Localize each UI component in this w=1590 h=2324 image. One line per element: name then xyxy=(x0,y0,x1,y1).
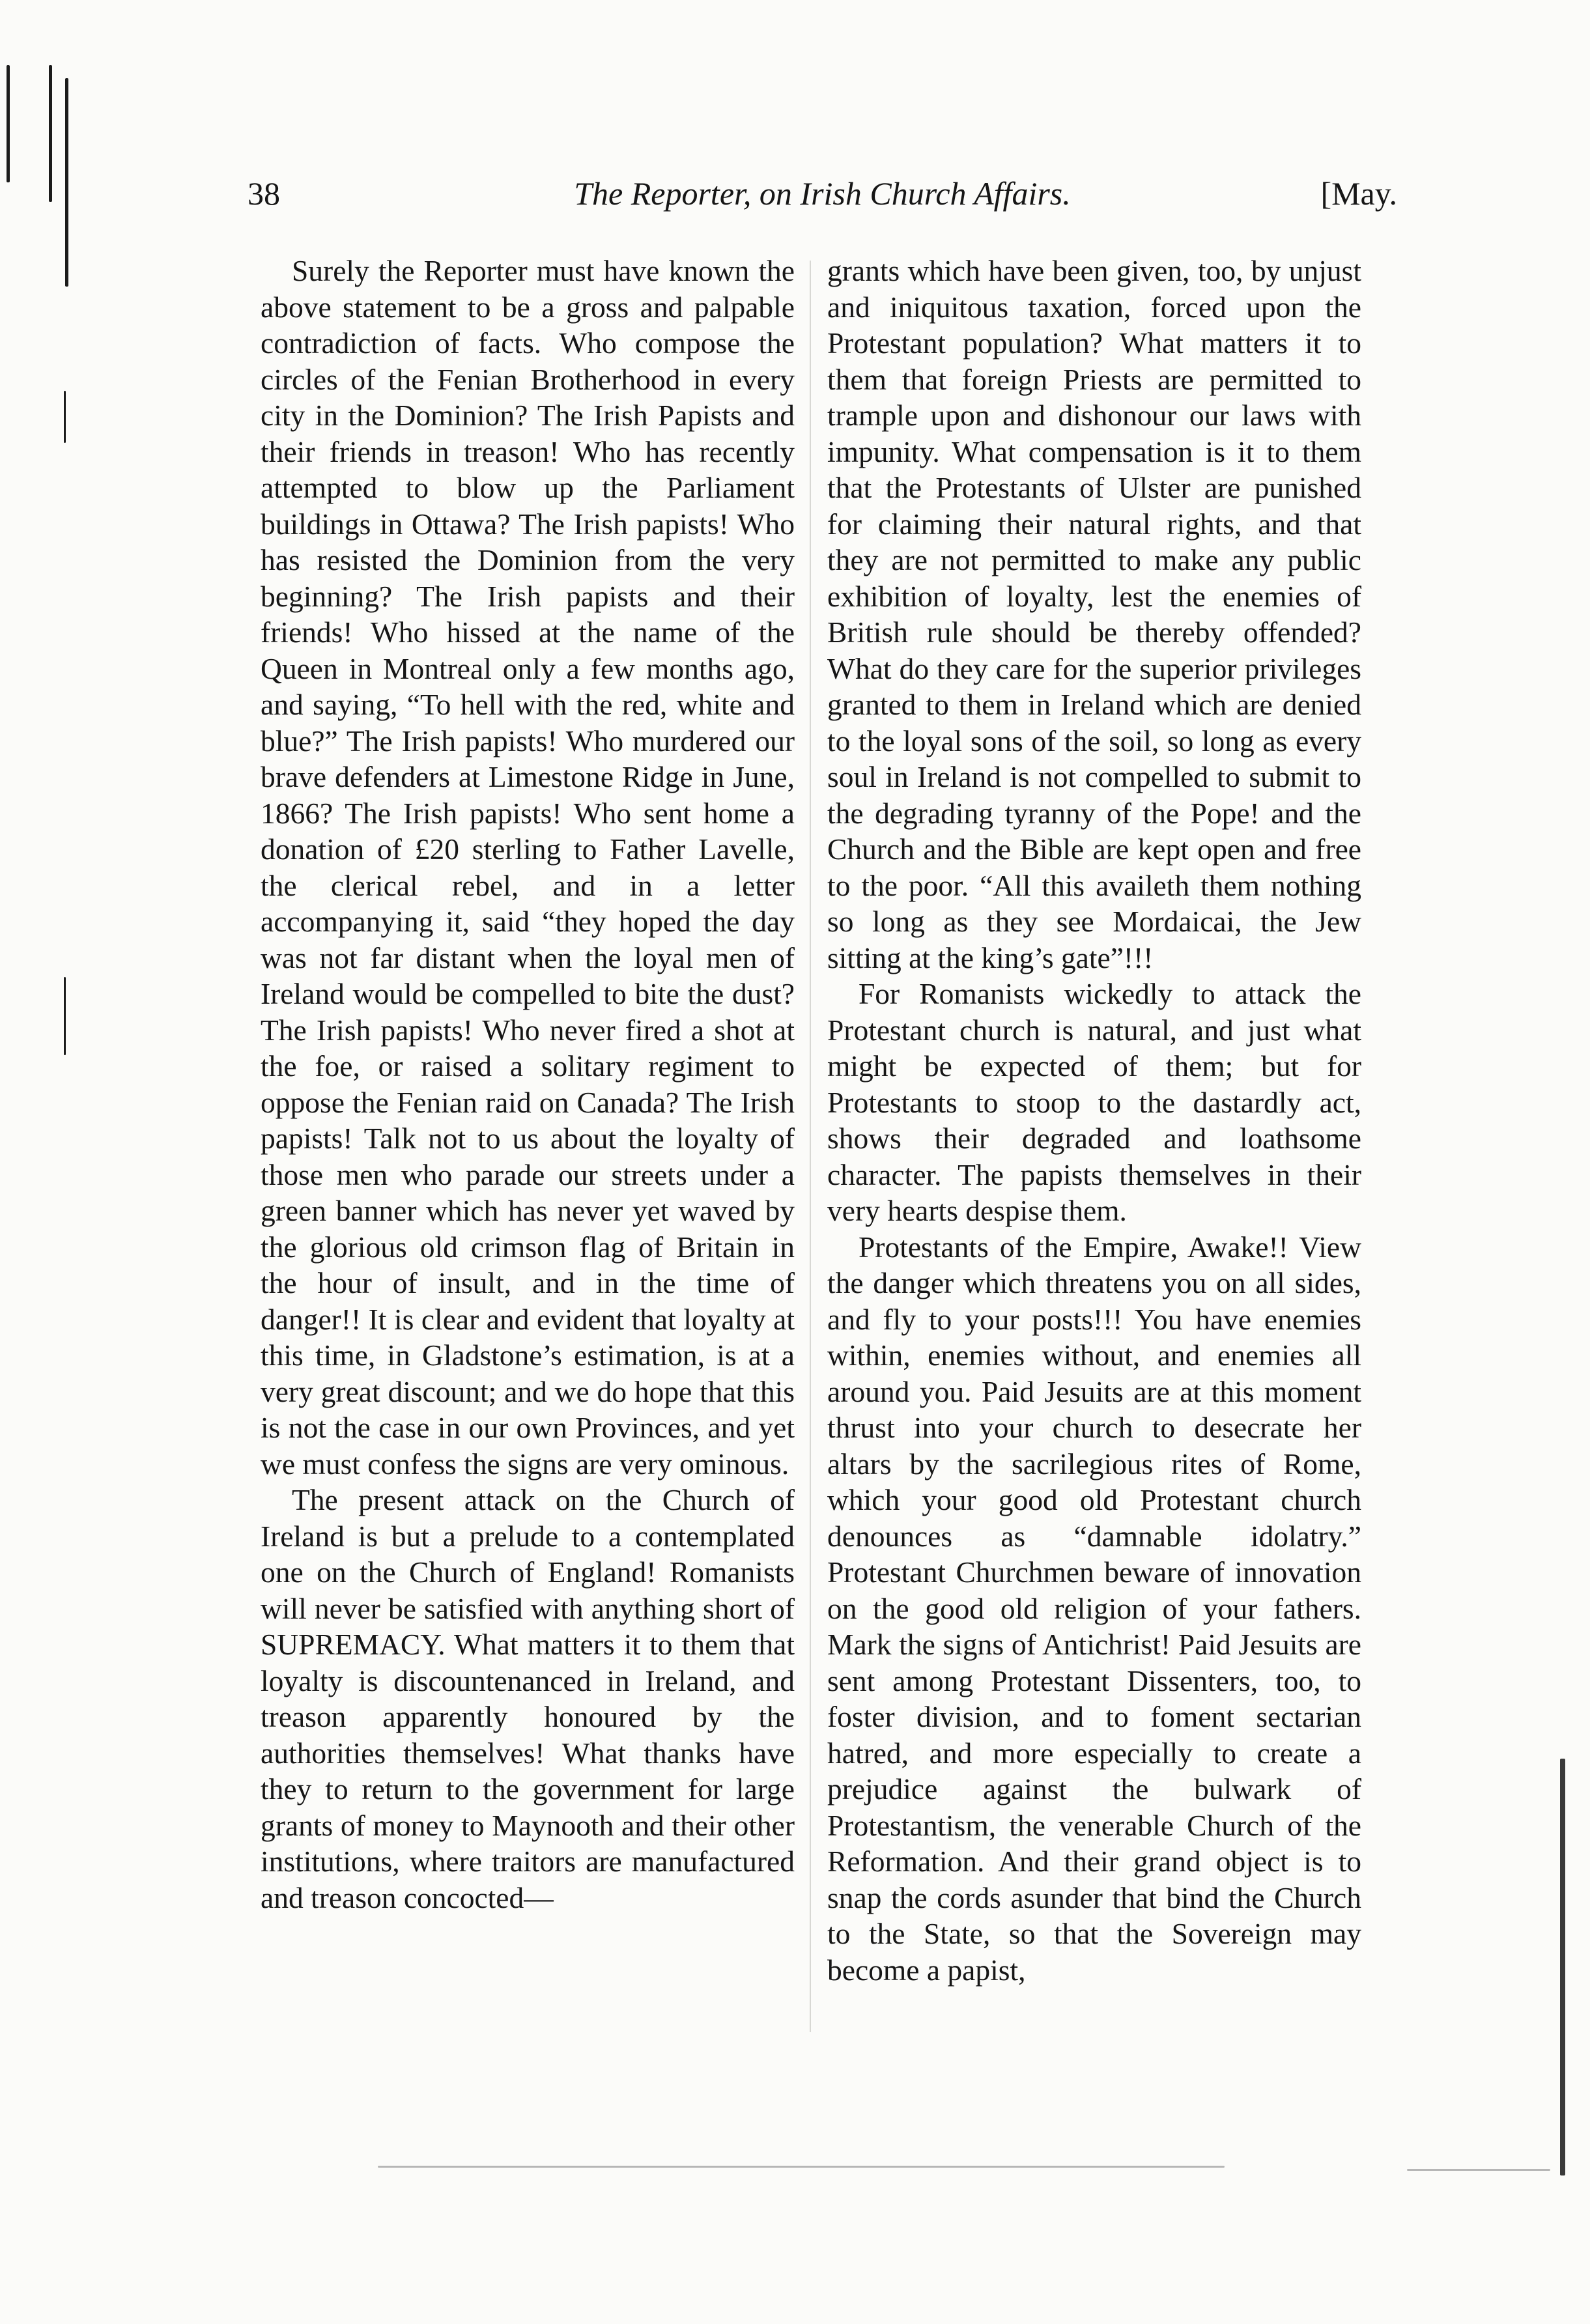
binding-edge-mark xyxy=(64,977,66,1055)
page-number: 38 xyxy=(248,175,280,212)
column-divider xyxy=(810,261,811,2032)
paragraph: Protestants of the Empire, Awake!! View the danger which threatens you on all sides, and fly to your posts!!! You have enemies within, enemies without, and enemies all around you. Paid Jesuits are at this moment thrust into your church to desecrate her altars by the sacrilegious rites of Rome, which your good old Protestant church denounces as “damnable idolatry.” Protestant Churchmen beware of innovation on the good old religion of your fathers. Mark the signs of Antichrist! Paid Jesuits are sent among Protestant Dissenters, too, to foster division, and to foment sectarian hatred, and more especially to create a prejudice against the bulwark of Protestantism, the venerable Church of the Reformation. And their grand object is to snap the cords asunder that bind the Church to the State, so that the Sovereign may become a papist, xyxy=(827,1230,1361,1987)
left-column xyxy=(261,253,795,1916)
scan-smudge xyxy=(378,2166,1225,2168)
header-month: [May. xyxy=(1320,175,1397,212)
binding-edge-mark xyxy=(49,65,52,202)
binding-edge-mark xyxy=(7,65,10,182)
binding-edge-mark xyxy=(64,391,66,443)
running-header xyxy=(248,171,1397,216)
scan-smudge xyxy=(1407,2169,1550,2171)
paragraph: For Romanists wickedly to attack the Protestant church is natural, and just what might be expected of them; but for Protestants to stoop to the dastardly act, shows their degraded and loathsome character. The papists themselves in their very hearts despise them. xyxy=(827,977,1361,1227)
right-column xyxy=(827,253,1361,1988)
binding-edge-mark xyxy=(65,78,68,287)
paragraph-continued: grants which have been given, too, by unjust and iniquitous taxation, forced upon the Protestant population? What matters it to them that foreign Priests are permitted to trample upon and dishonour our laws with impunity. What compensation is it to them that the Protestants of Ulster are punished for claiming their natural rights, and that they are not permitted to make any public exhibition of loyalty, lest the enemies of British rule should be thereby offended? What do they care for the superior privileges granted to them in Ireland which are denied to the loyal sons of the soil, so long as every soul in Ireland is not compelled to submit to the degrading tyranny of the Pope! and the Church and the Bible are kept open and free to the poor. “All this availeth them nothing so long as they see Mordaicai, the Jew sitting at the king’s gate”!!! xyxy=(827,254,1361,974)
binding-edge-mark xyxy=(1560,1759,1565,2175)
paragraph: The present attack on the Church of Ireland is but a prelude to a contemplated one on the Church of England! Romanists will never be satisfied with anything short of SUPREMACY. What matters it to them that loyalty is discountenanced in Ireland, and treason apparently honoured by the authorities themselves! What thanks have they to return to the government for large grants of money to Maynooth and their other institutions, where traitors are manufactured and treason concocted— xyxy=(261,1483,795,1914)
paragraph: Surely the Reporter must have known the above statement to be a gross and palpable contradiction of facts. Who compose the circles of the Fenian Brotherhood in every city in the Dominion? The Irish Papists and their friends in treason! Who has recently attempted to blow up the Parliament buildings in Ottawa? The Irish papists! Who has resisted the Dominion from the very beginning? The Irish papists and their friends! Who hissed at the name of the Queen in Montreal only a few months ago, and saying, “To hell with the red, white and blue?” The Irish papists! Who murdered our brave defenders at Limestone Ridge in June, 1866? The Irish papists! Who sent home a donation of £20 sterling to Father Lavelle, the clerical rebel, and in a letter accompanying it, said “they hoped the day was not far distant when the loyal men of Ireland would be compelled to bite the dust? The Irish papists! Who never fired a shot at the foe, or raised a solitary regiment to oppose the Fenian raid on Canada? The Irish papists! Talk not to us about the loyalty of those men who parade our streets under a green banner which has never yet waved by the glorious old crimson flag of Britain in the hour of insult, and in the time of danger!! It is clear and evident that loyalty at this time, in Gladstone’s estimation, is at a very great discount; and we do hope that this is not the case in our own Provinces, and yet we must confess the signs are very ominous. xyxy=(261,254,795,1481)
running-title: The Reporter, on Irish Church Affairs. xyxy=(574,175,1071,212)
